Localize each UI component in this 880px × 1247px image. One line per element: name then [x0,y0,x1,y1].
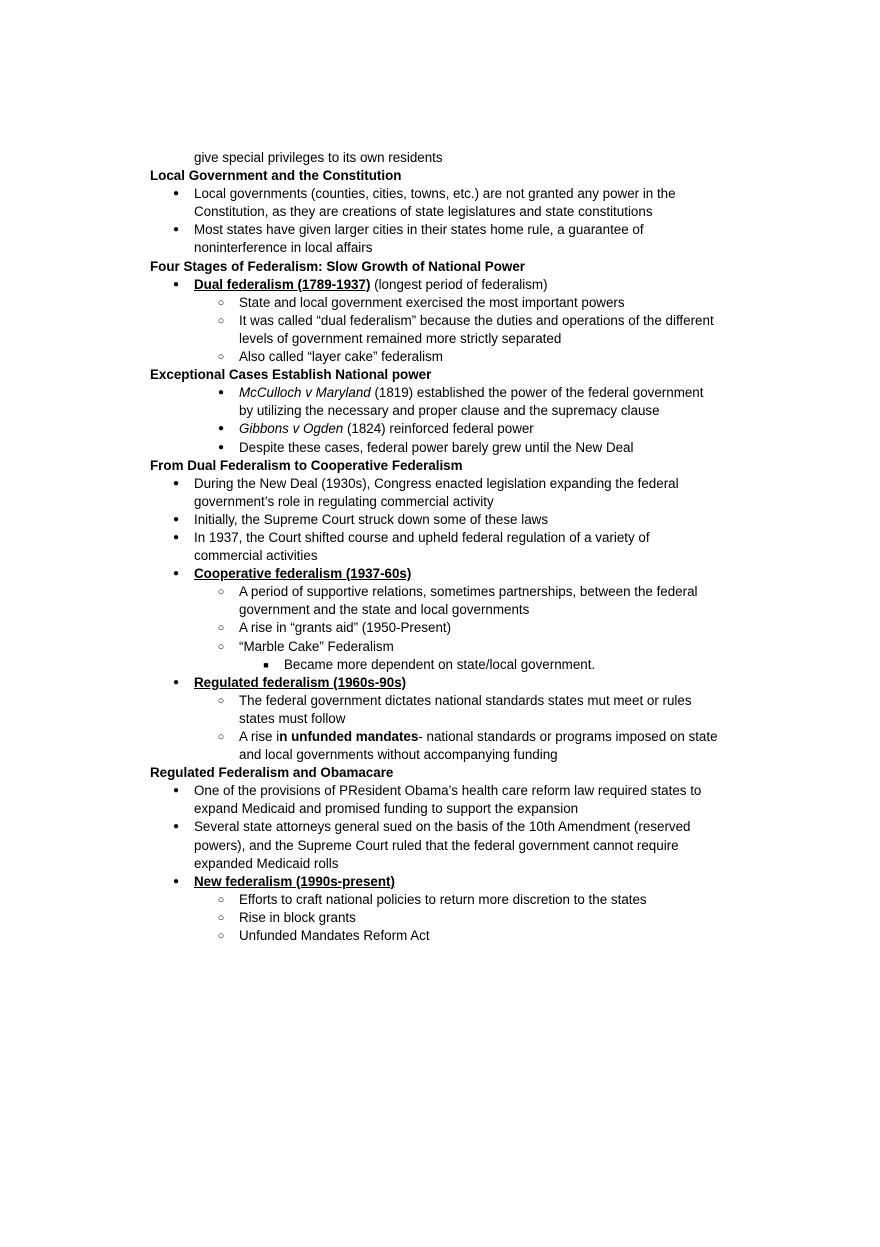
circle-bullet-icon: ○ [217,930,225,943]
text-line: expand Medicaid and promised funding to support the expansion [194,801,579,817]
list-item: ● Initially, the Supreme Court struck down some of these laws [150,511,750,529]
list-item: ○ Efforts to craft national policies to return more discretion to the states [150,891,750,909]
bullet-icon: ● [172,821,180,833]
circle-bullet-icon: ○ [217,893,225,906]
section-heading: Exceptional Cases Establish National power [150,367,432,383]
circle-bullet-icon: ○ [217,296,225,309]
section-heading: Regulated Federalism and Obamacare [150,765,394,781]
list-item: ○ A rise in unfunded mandates- national standards or programs imposed on state [150,728,750,746]
list-item [150,873,750,891]
subheading: Regulated federalism (1960s-90s) [194,674,407,690]
subheading: Cooperative federalism (1937-60s) [194,566,412,582]
text-line: government and the state and local governments [239,602,530,618]
list-item: ● Most states have given larger cities in their states home rule, a guarantee of [150,221,750,239]
list-item: ● Local governments (counties, cities, towns, etc.) are not granted any power in the [150,185,750,203]
list-item: ■ Became more dependent on state/local government. [150,656,750,674]
bullet-icon: ● [217,387,225,399]
circle-bullet-icon: ○ [217,351,225,364]
list-item [150,565,750,583]
section-heading: Local Government and the Constitution [150,168,402,184]
list-item: ○ Also called “layer cake” federalism [150,348,750,366]
text-line: Constitution, as they are creations of state legislatures and state constitutions [194,204,653,220]
circle-bullet-icon: ○ [217,731,225,743]
list-item: ● Despite these cases, federal power barely grew until the New Deal [150,439,750,457]
bullet-icon: ● [172,568,180,580]
list-item: ○ “Marble Cake” Federalism [150,638,750,656]
circle-bullet-icon: ○ [217,622,225,635]
list-item: ● One of the provisions of PResident Obama’s health care reform law required states to [150,782,750,800]
list-item: ○ A period of supportive relations, sometimes partnerships, between the federal [150,583,750,601]
list-item: ○ The federal government dictates national standards states mut meet or rules [150,692,750,710]
list-item: ● During the New Deal (1930s), Congress enacted legislation expanding the federal [150,475,750,493]
text-line: government’s role in regulating commercial activity [194,493,494,509]
list-item: ● Gibbons v Ogden (1824) reinforced federal power [150,420,750,438]
circle-bullet-icon: ○ [217,586,225,599]
circle-bullet-icon: ○ [217,694,225,707]
bullet-icon: ● [172,278,180,290]
text-line: expanded Medicaid rolls [194,855,339,871]
text-line: commercial activities [194,548,318,564]
bullet-icon: ● [172,676,180,688]
bullet-icon: ● [217,423,225,435]
bullet-icon: ● [172,188,180,200]
text-line: states must follow [239,710,346,726]
text-line: and local governments without accompanying funding [239,747,558,763]
bullet-icon: ● [172,477,180,489]
emphasis-term: n unfunded mandates [279,729,419,744]
subheading: Dual federalism (1789-1937) [194,276,371,292]
circle-bullet-icon: ○ [217,314,225,327]
subheading: New federalism (1990s-present) [194,873,395,889]
bullet-icon: ● [172,785,180,797]
list-item: ● Dual federalism (1789-1937) (longest period of federalism) [150,276,750,294]
list-item: ○ Rise in block grants [150,909,750,927]
list-item: ○ State and local government exercised the most important powers [150,294,750,312]
text-line: levels of government remained more strictly separated [239,330,562,346]
list-item: ○ A rise in “grants aid” (1950-Present) [150,619,750,637]
list-item: ● McCulloch v Maryland (1819) established the power of the federal government [150,384,750,402]
list-item [150,674,750,692]
text-line: powers), and the Supreme Court ruled that the federal government cannot require [194,837,679,853]
section-heading: Four Stages of Federalism: Slow Growth of National Power [150,258,525,274]
list-item: ○ Unfunded Mandates Reform Act [150,927,750,945]
bullet-icon: ● [217,441,225,453]
square-bullet-icon: ■ [263,659,269,670]
section-heading: From Dual Federalism to Cooperative Federalism [150,457,463,473]
bullet-icon: ● [172,513,180,525]
text-line: noninterference in local affairs [194,240,373,256]
list-item: ● In 1937, the Court shifted course and upheld federal regulation of a variety of [150,529,750,547]
list-item: ● Several state attorneys general sued on the basis of the 10th Amendment (reserved [150,818,750,836]
bullet-icon: ● [172,531,180,543]
circle-bullet-icon: ○ [217,911,225,924]
circle-bullet-icon: ○ [217,640,225,653]
text-line: by utilizing the necessary and proper clause and the supremacy clause [239,403,660,419]
bullet-icon: ● [172,875,180,887]
text-line: give special privileges to its own residents [194,150,443,165]
list-item: ○ It was called “dual federalism” because the duties and operations of the different [150,312,750,330]
notes-body [150,149,750,945]
bullet-icon: ● [172,224,180,236]
